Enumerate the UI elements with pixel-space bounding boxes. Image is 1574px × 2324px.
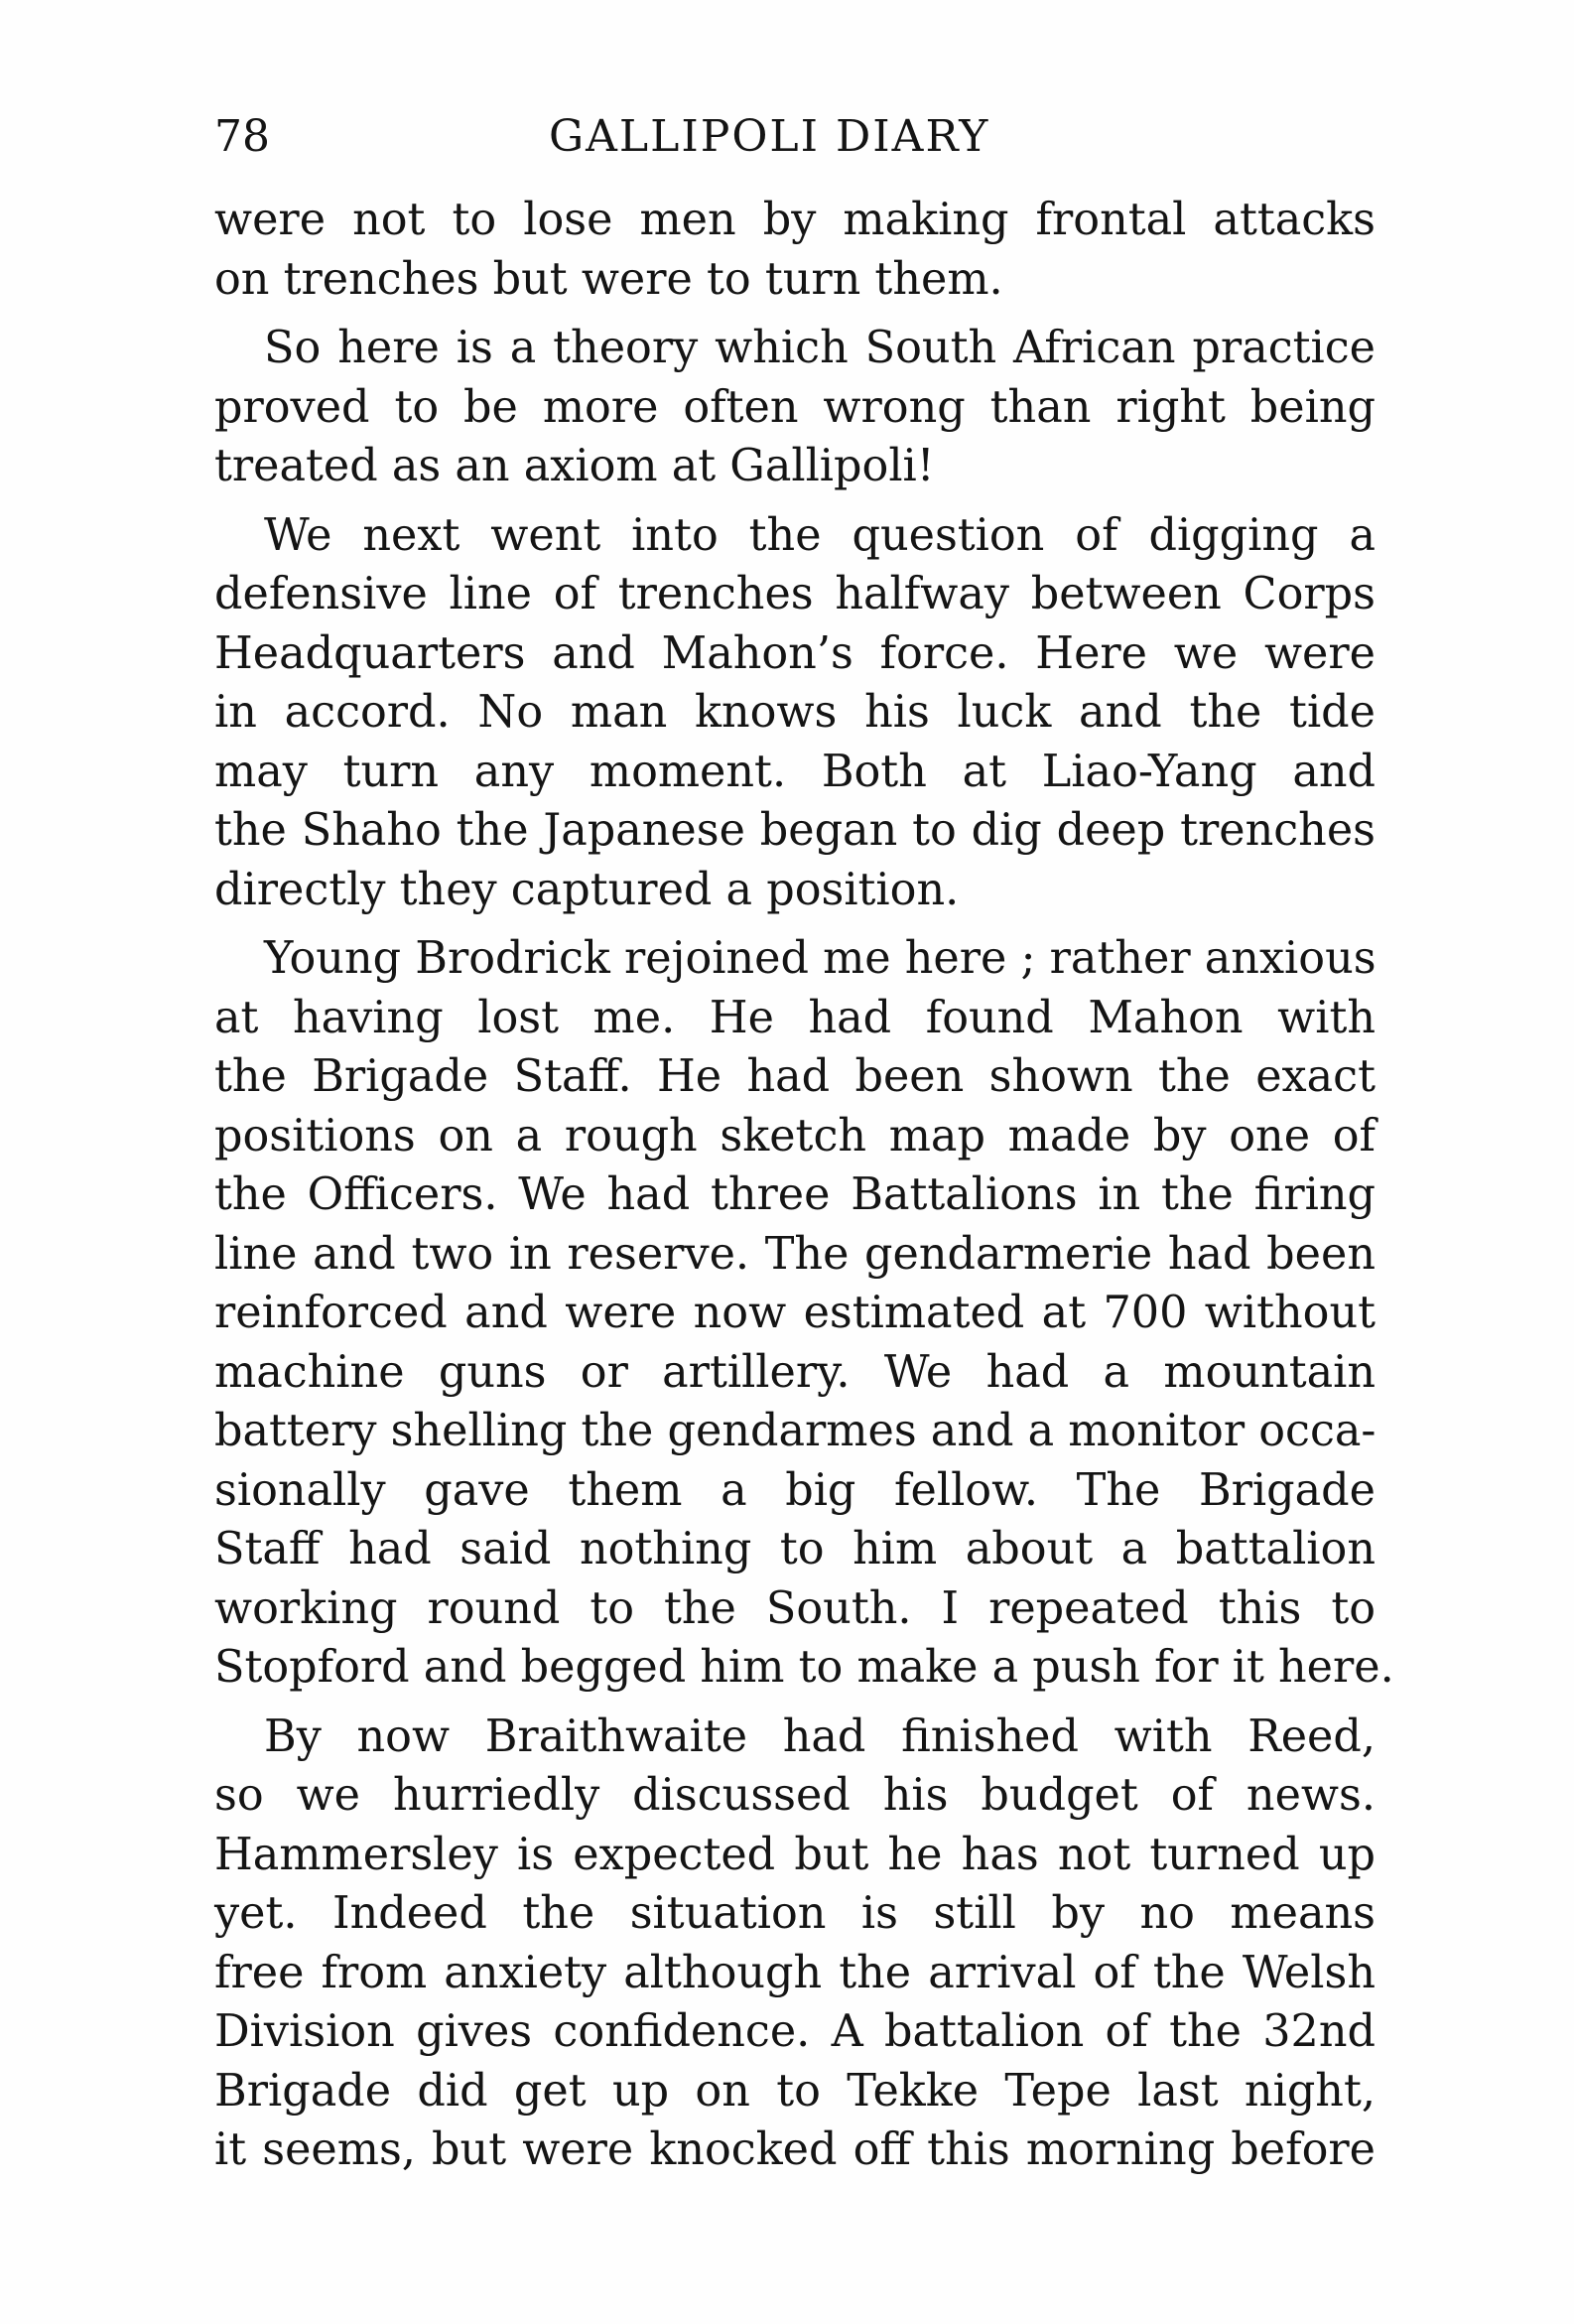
text-line: reinforced and were now estimated at 700 without: [214, 1288, 1376, 1338]
text-line: free from anxiety although the arrival of the Welsh: [214, 1947, 1376, 1998]
page-header: [214, 107, 1376, 167]
text-line: proved to be more often wrong than right being: [214, 381, 1376, 433]
text-line: at having lost me. He had found Mahon with: [214, 992, 1376, 1043]
text-line: Stopford and begged him to make a push for it here.: [214, 1642, 1394, 1693]
text-line: the Shaho the Japanese began to dig deep trenches: [214, 805, 1376, 856]
paragraph: [214, 1708, 1376, 2180]
text-line: Young Brodrick rejoined me here ; rather anxious: [264, 933, 1377, 984]
body-text: [214, 191, 1394, 2190]
text-line: directly they captured a position.: [214, 864, 960, 915]
text-line: We next went into the question of digging a: [264, 509, 1376, 561]
text-line: Headquarters and Mahon’s force. Here we were: [214, 627, 1376, 679]
text-line: may turn any moment. Both at Liao-Yang and: [214, 746, 1376, 797]
paragraph: [214, 319, 1376, 496]
text-line: Brigade did get up on to Tekke Tepe last night,: [214, 2065, 1376, 2117]
running-title: GALLIPOLI DIARY: [549, 111, 990, 162]
paragraph: [214, 506, 1376, 920]
text-line: positions on a rough sketch map made by one of: [214, 1110, 1376, 1162]
paragraph: [214, 191, 1376, 309]
text-line: it seems, but were knocked off this morning before: [214, 2124, 1376, 2175]
text-line: So here is a theory which South African practice: [264, 323, 1376, 373]
paragraph: [214, 929, 1394, 1698]
text-line: Staff had said nothing to him about a battalion: [214, 1524, 1376, 1574]
text-line: sionally gave them a big fellow. The Brigade: [214, 1464, 1376, 1516]
text-line: the Brigade Staff. He had been shown the exact: [214, 1051, 1376, 1102]
text-line: on trenches but were to turn them.: [214, 253, 1003, 305]
text-line: battery shelling the gendarmes and a monitor occa-: [214, 1406, 1377, 1456]
text-line: so we hurriedly discussed his budget of news.: [214, 1770, 1376, 1821]
text-line: yet. Indeed the situation is still by no means: [214, 1888, 1376, 1939]
text-line: By now Braithwaite had finished with Reed,: [264, 1710, 1376, 1762]
text-line: were not to lose men by making frontal attacks: [214, 195, 1376, 245]
text-line: line and two in reserve. The gendarmerie had been: [214, 1228, 1376, 1280]
text-line: Hammersley is expected but he has not turned up: [214, 1829, 1376, 1880]
page-number: 78: [214, 111, 270, 162]
text-line: Division gives confidence. A battalion of the 32nd: [214, 2006, 1376, 2057]
text-line: defensive line of trenches halfway between Corps: [214, 569, 1376, 619]
text-line: in accord. No man knows his luck and the tide: [214, 687, 1376, 738]
text-line: treated as an axiom at Gallipoli!: [214, 441, 935, 491]
text-line: the Officers. We had three Battalions in the firing: [214, 1169, 1376, 1220]
text-line: machine guns or artillery. We had a mountain: [214, 1346, 1376, 1398]
text-line: working round to the South. I repeated this to: [214, 1582, 1376, 1634]
